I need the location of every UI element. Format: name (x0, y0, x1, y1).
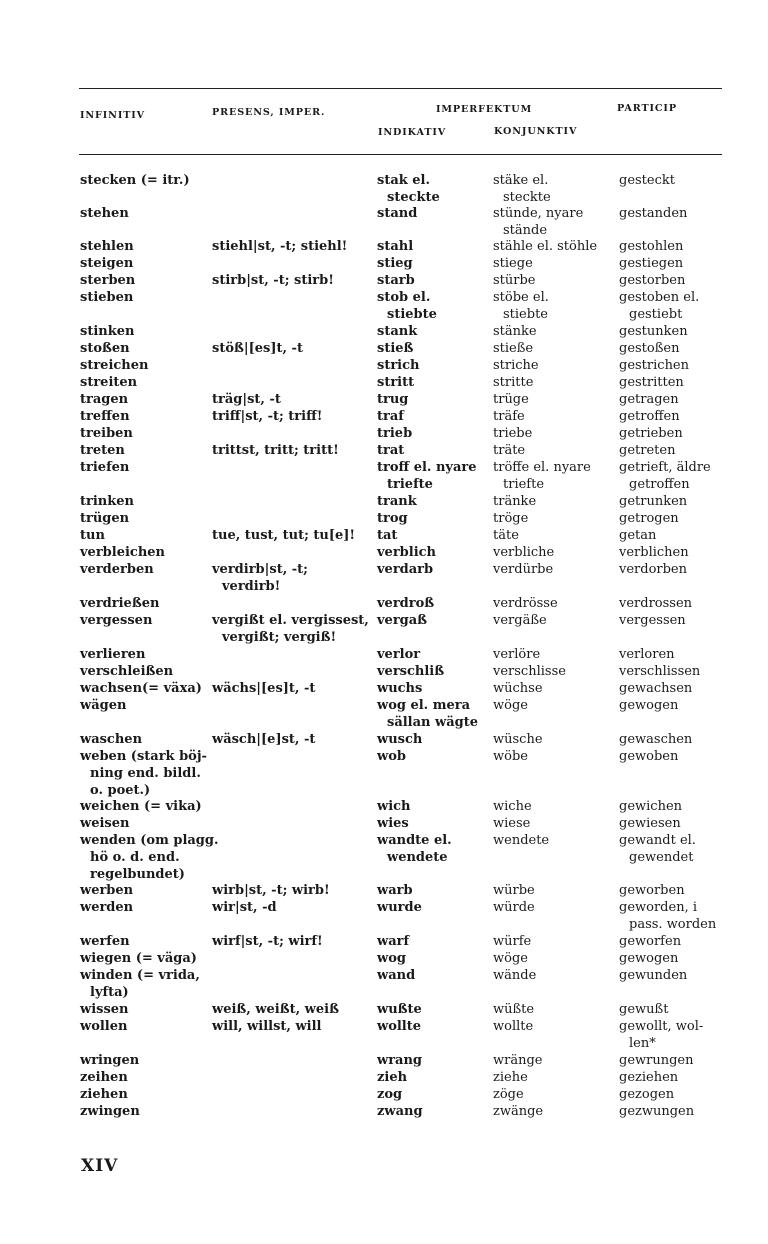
cell-konj: wränge (493, 1053, 543, 1068)
cell-inf: wachsen(= växa) (80, 681, 202, 696)
cell-ind: starb (377, 273, 415, 288)
cell-inf: ziehen (80, 1087, 128, 1102)
cell-inf: lyfta) (90, 984, 129, 1000)
cell-pres: wir|st, -d (212, 900, 277, 915)
header-imperfektum: IMPERFEKTUM (436, 104, 533, 115)
cell-part: gewaschen (619, 732, 693, 747)
cell-ind: steckte (387, 189, 440, 205)
cell-inf: verderben (80, 562, 154, 577)
cell-pres: triff|st, -t; triff! (212, 409, 323, 424)
cell-ind: zwang (377, 1104, 423, 1119)
cell-konj: stieße (493, 341, 534, 356)
cell-konj: wüsche (493, 732, 543, 747)
cell-part: getreten (619, 443, 676, 458)
cell-inf: werden (80, 900, 134, 915)
cell-konj: tröffe el. nyare (493, 460, 591, 475)
cell-part: vergessen (619, 613, 686, 628)
cell-ind: stiebte (387, 306, 437, 322)
cell-konj: triefte (503, 476, 545, 492)
cell-part: getroffen (619, 409, 680, 424)
cell-konj: wiche (493, 799, 532, 814)
cell-part: gewogen (619, 951, 679, 966)
cell-pres: vergißt; vergiß! (222, 629, 337, 645)
cell-ind: trog (377, 511, 408, 526)
cell-ind: trieb (377, 426, 413, 441)
cell-part: gestrichen (619, 358, 690, 373)
cell-part: geworben (619, 883, 685, 898)
cell-part: gestiebt (629, 306, 683, 322)
cell-inf: hö o. d. end. (90, 849, 180, 865)
cell-inf: verdrießen (80, 596, 160, 611)
cell-inf: regelbundet) (90, 866, 185, 882)
cell-inf: wenden (om plagg. (80, 833, 219, 848)
cell-pres: wirf|st, -t; wirf! (212, 934, 323, 949)
cell-part: gewogen (619, 698, 679, 713)
cell-part: gestorben (619, 273, 686, 288)
cell-inf: stehlen (80, 239, 134, 254)
cell-konj: verlöre (493, 647, 541, 662)
cell-pres: wächs|[es]t, -t (212, 681, 316, 696)
cell-konj: wendete (493, 833, 550, 848)
cell-part: gewollt, wol- (619, 1019, 704, 1034)
cell-inf: zwingen (80, 1104, 140, 1119)
cell-ind: wuchs (377, 681, 423, 696)
cell-pres: will, willst, will (212, 1019, 322, 1034)
cell-part: verdorben (619, 562, 688, 577)
cell-part: gestoßen (619, 341, 680, 356)
cell-konj: striche (493, 358, 539, 373)
cell-konj: zöge (493, 1087, 524, 1102)
cell-inf: treffen (80, 409, 130, 424)
cell-inf: wiegen (= väga) (80, 951, 197, 966)
cell-part: pass. worden (629, 916, 717, 932)
cell-inf: verbleichen (80, 545, 166, 560)
cell-konj: stiege (493, 256, 533, 271)
cell-ind: trug (377, 392, 409, 407)
cell-part: getan (619, 528, 657, 543)
cell-inf: vergessen (80, 613, 153, 628)
cell-inf: sterben (80, 273, 136, 288)
cell-ind: warf (377, 934, 410, 949)
cell-pres: stirb|st, -t; stirb! (212, 273, 334, 288)
cell-part: gezogen (619, 1087, 675, 1102)
header-rule (79, 154, 722, 155)
cell-part: getrieben (619, 426, 683, 441)
cell-inf: weben (stark böj- (80, 749, 207, 764)
cell-konj: zwänge (493, 1104, 544, 1119)
cell-part: getroffen (629, 476, 690, 492)
cell-part: gewichen (619, 799, 683, 814)
cell-ind: tat (377, 528, 398, 543)
cell-inf: streichen (80, 358, 149, 373)
cell-ind: wich (377, 799, 411, 814)
header-particip: PARTICIP (617, 103, 677, 114)
cell-inf: treiben (80, 426, 133, 441)
cell-konj: wöge (493, 951, 528, 966)
cell-ind: stank (377, 324, 418, 339)
cell-ind: traf (377, 409, 404, 424)
cell-inf: tun (80, 528, 105, 543)
cell-part: gestritten (619, 375, 684, 390)
cell-ind: wrang (377, 1053, 423, 1068)
cell-ind: strich (377, 358, 420, 373)
cell-inf: waschen (80, 732, 143, 747)
cell-ind: vergaß (377, 613, 428, 628)
cell-pres: vergißt el. vergissest, (212, 613, 369, 628)
cell-part: gewachsen (619, 681, 693, 696)
cell-inf: trinken (80, 494, 134, 509)
cell-inf: werfen (80, 934, 130, 949)
cell-ind: troff el. nyare (377, 460, 477, 475)
cell-inf: wringen (80, 1053, 140, 1068)
cell-ind: verblich (377, 545, 437, 560)
cell-part: verdrossen (619, 596, 693, 611)
cell-part: verschlissen (619, 664, 701, 679)
cell-inf: verschleißen (80, 664, 174, 679)
cell-konj: wände (493, 968, 537, 983)
cell-part: gezwungen (619, 1104, 695, 1119)
cell-ind: verdroß (377, 596, 435, 611)
cell-pres: stöß|[es]t, -t (212, 341, 303, 356)
cell-ind: verlor (377, 647, 421, 662)
cell-ind: wand (377, 968, 416, 983)
cell-konj: stänke (493, 324, 537, 339)
cell-inf: treten (80, 443, 125, 458)
cell-ind: wollte (377, 1019, 422, 1034)
cell-inf: stieben (80, 290, 134, 305)
cell-ind: stahl (377, 239, 414, 254)
cell-part: gesteckt (619, 173, 675, 188)
cell-ind: wog (377, 951, 406, 966)
cell-ind: sällan wägte (387, 714, 478, 730)
cell-konj: tröge (493, 511, 529, 526)
cell-konj: täte (493, 528, 519, 543)
cell-part: getrunken (619, 494, 688, 509)
cell-konj: wöge (493, 698, 528, 713)
cell-inf: streiten (80, 375, 138, 390)
cell-inf: stinken (80, 324, 135, 339)
cell-konj: verschlisse (493, 664, 566, 679)
cell-ind: wies (377, 816, 409, 831)
cell-ind: verdarb (377, 562, 434, 577)
cell-inf: wollen (80, 1019, 128, 1034)
cell-inf: zeihen (80, 1070, 128, 1085)
cell-inf: winden (= vrida, (80, 968, 200, 983)
cell-konj: würfe (493, 934, 532, 949)
cell-inf: weichen (= vika) (80, 799, 202, 814)
cell-konj: wüchse (493, 681, 543, 696)
page-number: XIV (81, 1156, 119, 1176)
cell-konj: ziehe (493, 1070, 528, 1085)
cell-ind: stieg (377, 256, 413, 271)
cell-part: gestanden (619, 206, 688, 221)
cell-part: gewandt el. (619, 833, 696, 848)
cell-part: gestoben el. (619, 290, 700, 305)
cell-part: gewendet (629, 849, 694, 865)
cell-ind: wandte el. (377, 833, 452, 848)
cell-ind: zieh (377, 1070, 408, 1085)
cell-konj: wiese (493, 816, 531, 831)
cell-inf: tragen (80, 392, 129, 407)
cell-pres: verdirb|st, -t; (212, 562, 308, 577)
cell-konj: würbe (493, 883, 535, 898)
cell-konj: stünde, nyare (493, 206, 584, 221)
cell-part: gewrungen (619, 1053, 694, 1068)
cell-ind: wusch (377, 732, 423, 747)
cell-inf: triefen (80, 460, 130, 475)
cell-konj: verdrösse (493, 596, 558, 611)
cell-konj: wollte (493, 1019, 534, 1034)
cell-inf: stoßen (80, 341, 130, 356)
cell-pres: wäsch|[e]st, -t (212, 732, 316, 747)
cell-konj: verdürbe (493, 562, 554, 577)
cell-konj: trüge (493, 392, 529, 407)
cell-konj: tränke (493, 494, 537, 509)
cell-konj: stiebte (503, 306, 548, 322)
cell-part: gewunden (619, 968, 688, 983)
cell-konj: stähle el. stöhle (493, 239, 598, 254)
cell-ind: triefte (387, 476, 433, 492)
cell-ind: trat (377, 443, 405, 458)
cell-inf: trügen (80, 511, 130, 526)
cell-konj: verbliche (493, 545, 555, 560)
cell-ind: verschliß (377, 664, 445, 679)
cell-konj: stände (503, 222, 548, 238)
cell-ind: wog el. mera (377, 698, 471, 713)
cell-part: len* (629, 1035, 656, 1051)
cell-ind: stob el. (377, 290, 431, 305)
cell-inf: wissen (80, 1002, 129, 1017)
cell-inf: weisen (80, 816, 130, 831)
cell-pres: stiehl|st, -t; stiehl! (212, 239, 348, 254)
cell-ind: stritt (377, 375, 415, 390)
cell-ind: wurde (377, 900, 422, 915)
cell-ind: zog (377, 1087, 403, 1102)
cell-part: getrogen (619, 511, 679, 526)
cell-ind: stand (377, 206, 418, 221)
cell-inf: ning end. bildl. (90, 765, 201, 781)
cell-pres: wirb|st, -t; wirb! (212, 883, 330, 898)
cell-inf: wägen (80, 698, 127, 713)
header-infinitiv: INFINITIV (80, 110, 145, 121)
header-indikativ: INDIKATIV (378, 127, 447, 138)
cell-konj: würde (493, 900, 535, 915)
cell-pres: träg|st, -t (212, 392, 281, 407)
cell-ind: trank (377, 494, 417, 509)
cell-konj: träte (493, 443, 526, 458)
cell-inf: werben (80, 883, 134, 898)
cell-part: gestiegen (619, 256, 684, 271)
cell-part: getrieft, äldre (619, 460, 711, 475)
cell-konj: stürbe (493, 273, 536, 288)
cell-part: getragen (619, 392, 679, 407)
cell-part: geworfen (619, 934, 682, 949)
cell-part: verblichen (619, 545, 689, 560)
cell-pres: tue, tust, tut; tu[e]! (212, 528, 356, 543)
cell-konj: stöbe el. (493, 290, 549, 305)
cell-ind: wendete (387, 849, 448, 865)
cell-pres: weiß, weißt, weiß (212, 1002, 339, 1017)
cell-part: gewußt (619, 1002, 669, 1017)
cell-ind: wob (377, 749, 406, 764)
cell-konj: stritte (493, 375, 534, 390)
cell-inf: verlieren (80, 647, 146, 662)
cell-part: gestohlen (619, 239, 684, 254)
cell-part: gewiesen (619, 816, 681, 831)
cell-konj: steckte (503, 189, 551, 205)
cell-konj: wüßte (493, 1002, 535, 1017)
cell-ind: stieß (377, 341, 414, 356)
cell-konj: wöbe (493, 749, 528, 764)
cell-part: gewoben (619, 749, 679, 764)
cell-inf: stecken (= itr.) (80, 173, 190, 188)
cell-inf: steigen (80, 256, 134, 271)
cell-part: gestunken (619, 324, 688, 339)
cell-pres: verdirb! (222, 578, 281, 594)
cell-konj: stäke el. (493, 173, 549, 188)
cell-inf: stehen (80, 206, 129, 221)
cell-ind: wußte (377, 1002, 422, 1017)
cell-part: geworden, i (619, 900, 697, 915)
cell-part: geziehen (619, 1070, 679, 1085)
cell-konj: vergäße (493, 613, 547, 628)
cell-ind: warb (377, 883, 413, 898)
header-konjunktiv: KONJUNKTIV (494, 126, 578, 137)
cell-pres: trittst, tritt; tritt! (212, 443, 339, 458)
cell-konj: träfe (493, 409, 525, 424)
header-presens: PRESENS, IMPER. (212, 107, 326, 118)
top-rule (79, 88, 722, 89)
cell-konj: triebe (493, 426, 533, 441)
cell-inf: o. poet.) (90, 782, 151, 798)
cell-part: verloren (619, 647, 675, 662)
cell-ind: stak el. (377, 173, 431, 188)
